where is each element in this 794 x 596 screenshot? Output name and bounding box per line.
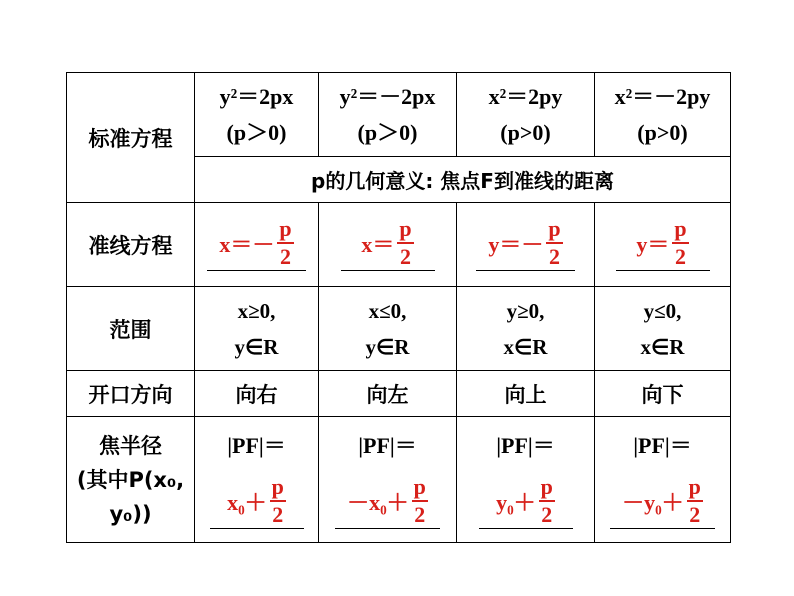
standard-eq-cell-3 [457, 73, 595, 157]
directrix-answer [616, 218, 710, 271]
standard-eq: y²＝－2px [339, 83, 436, 109]
range-line-2: x∈R [503, 334, 548, 359]
standard-equation-row [67, 73, 731, 157]
directrix-answer [207, 218, 305, 271]
focal-answer [479, 476, 573, 529]
standard-eq: x²＝2py [488, 83, 563, 109]
opening-cell-3: 向上 [457, 371, 595, 417]
standard-eq-cell-1 [195, 73, 319, 157]
fraction-numerator: p [546, 218, 562, 244]
range-line-1: x≤0, [368, 298, 407, 323]
row-header-focal [67, 417, 195, 543]
focal-label: |PF|＝ [633, 433, 692, 458]
directrix-answer [341, 218, 435, 271]
range-cell-1 [195, 287, 319, 371]
fraction-numerator: p [539, 476, 555, 502]
focal-lhs: x₀＋ [227, 489, 267, 515]
range-line-2: x∈R [640, 334, 685, 359]
row-header-directrix: 准线方程 [67, 203, 195, 287]
focal-cell-2 [319, 417, 457, 543]
standard-eq: x²＝－2py [614, 83, 711, 109]
fraction-denominator: 2 [675, 244, 686, 269]
range-line-1: x≥0, [237, 298, 276, 323]
fraction [546, 218, 562, 268]
focal-cell-3 [457, 417, 595, 543]
focal-lhs: －y₀＋ [622, 489, 684, 515]
focal-header-line-2: (其中P(x₀, [76, 467, 185, 492]
fraction-denominator: 2 [541, 502, 553, 527]
focal-lhs: －x₀＋ [347, 489, 409, 515]
focal-header-line-1: 焦半径 [99, 433, 162, 458]
fraction-denominator: 2 [280, 244, 291, 269]
opening-cell-2: 向左 [319, 371, 457, 417]
directrix-row [67, 203, 731, 287]
fraction [539, 476, 555, 526]
directrix-cell-1 [195, 203, 319, 287]
fraction-numerator: p [277, 218, 293, 244]
focal-label: |PF|＝ [227, 433, 286, 458]
range-line-2: y∈R [365, 334, 410, 359]
range-line-2: y∈R [234, 334, 279, 359]
standard-cond: (p＞0) [226, 119, 287, 145]
focal-cell-1 [195, 417, 319, 543]
row-header-standard: 标准方程 [67, 73, 195, 203]
row-header-opening: 开口方向 [67, 371, 195, 417]
fraction [672, 218, 688, 268]
directrix-cell-3 [457, 203, 595, 287]
range-cell-3 [457, 287, 595, 371]
range-cell-4 [595, 287, 731, 371]
row-header-range: 范围 [67, 287, 195, 371]
fraction-numerator: p [270, 476, 286, 502]
parabola-properties-table [66, 72, 731, 543]
opening-row [67, 371, 731, 417]
directrix-lhs: x＝－ [219, 231, 275, 257]
fraction-numerator: p [412, 476, 428, 502]
range-line-1: y≤0, [643, 298, 682, 323]
opening-cell-1: 向右 [195, 371, 319, 417]
range-cell-2 [319, 287, 457, 371]
directrix-cell-2 [319, 203, 457, 287]
fraction-denominator: 2 [272, 502, 284, 527]
fraction [412, 476, 428, 526]
directrix-lhs: y＝ [636, 231, 670, 257]
p-meaning-text: p的几何意义: 焦点F到准线的距离 [195, 157, 731, 203]
standard-cond: (p>0) [637, 119, 688, 145]
standard-cond: (p＞0) [357, 119, 418, 145]
fraction [277, 218, 293, 268]
fraction [687, 476, 703, 526]
fraction [397, 218, 413, 268]
range-row [67, 287, 731, 371]
fraction-denominator: 2 [549, 244, 560, 269]
fraction-numerator: p [397, 218, 413, 244]
fraction-denominator: 2 [400, 244, 411, 269]
focal-answer [335, 476, 440, 529]
focal-lhs: y₀＋ [496, 489, 536, 515]
directrix-answer [476, 218, 574, 271]
focal-label: |PF|＝ [496, 433, 555, 458]
directrix-lhs: y＝－ [488, 231, 544, 257]
focal-answer [610, 476, 715, 529]
fraction-numerator: p [672, 218, 688, 244]
focal-answer [210, 476, 304, 529]
focal-cell-4 [595, 417, 731, 543]
fraction-denominator: 2 [689, 502, 701, 527]
focal-label: |PF|＝ [358, 433, 417, 458]
fraction-numerator: p [687, 476, 703, 502]
range-line-1: y≥0, [506, 298, 545, 323]
standard-eq-cell-2 [319, 73, 457, 157]
standard-eq: y²＝2px [219, 83, 294, 109]
directrix-cell-4 [595, 203, 731, 287]
fraction-denominator: 2 [414, 502, 426, 527]
focal-header-line-3: y₀)) [109, 501, 152, 526]
focal-radius-row [67, 417, 731, 543]
fraction [270, 476, 286, 526]
standard-eq-cell-4 [595, 73, 731, 157]
directrix-lhs: x＝ [361, 231, 395, 257]
opening-cell-4: 向下 [595, 371, 731, 417]
standard-cond: (p>0) [500, 119, 551, 145]
